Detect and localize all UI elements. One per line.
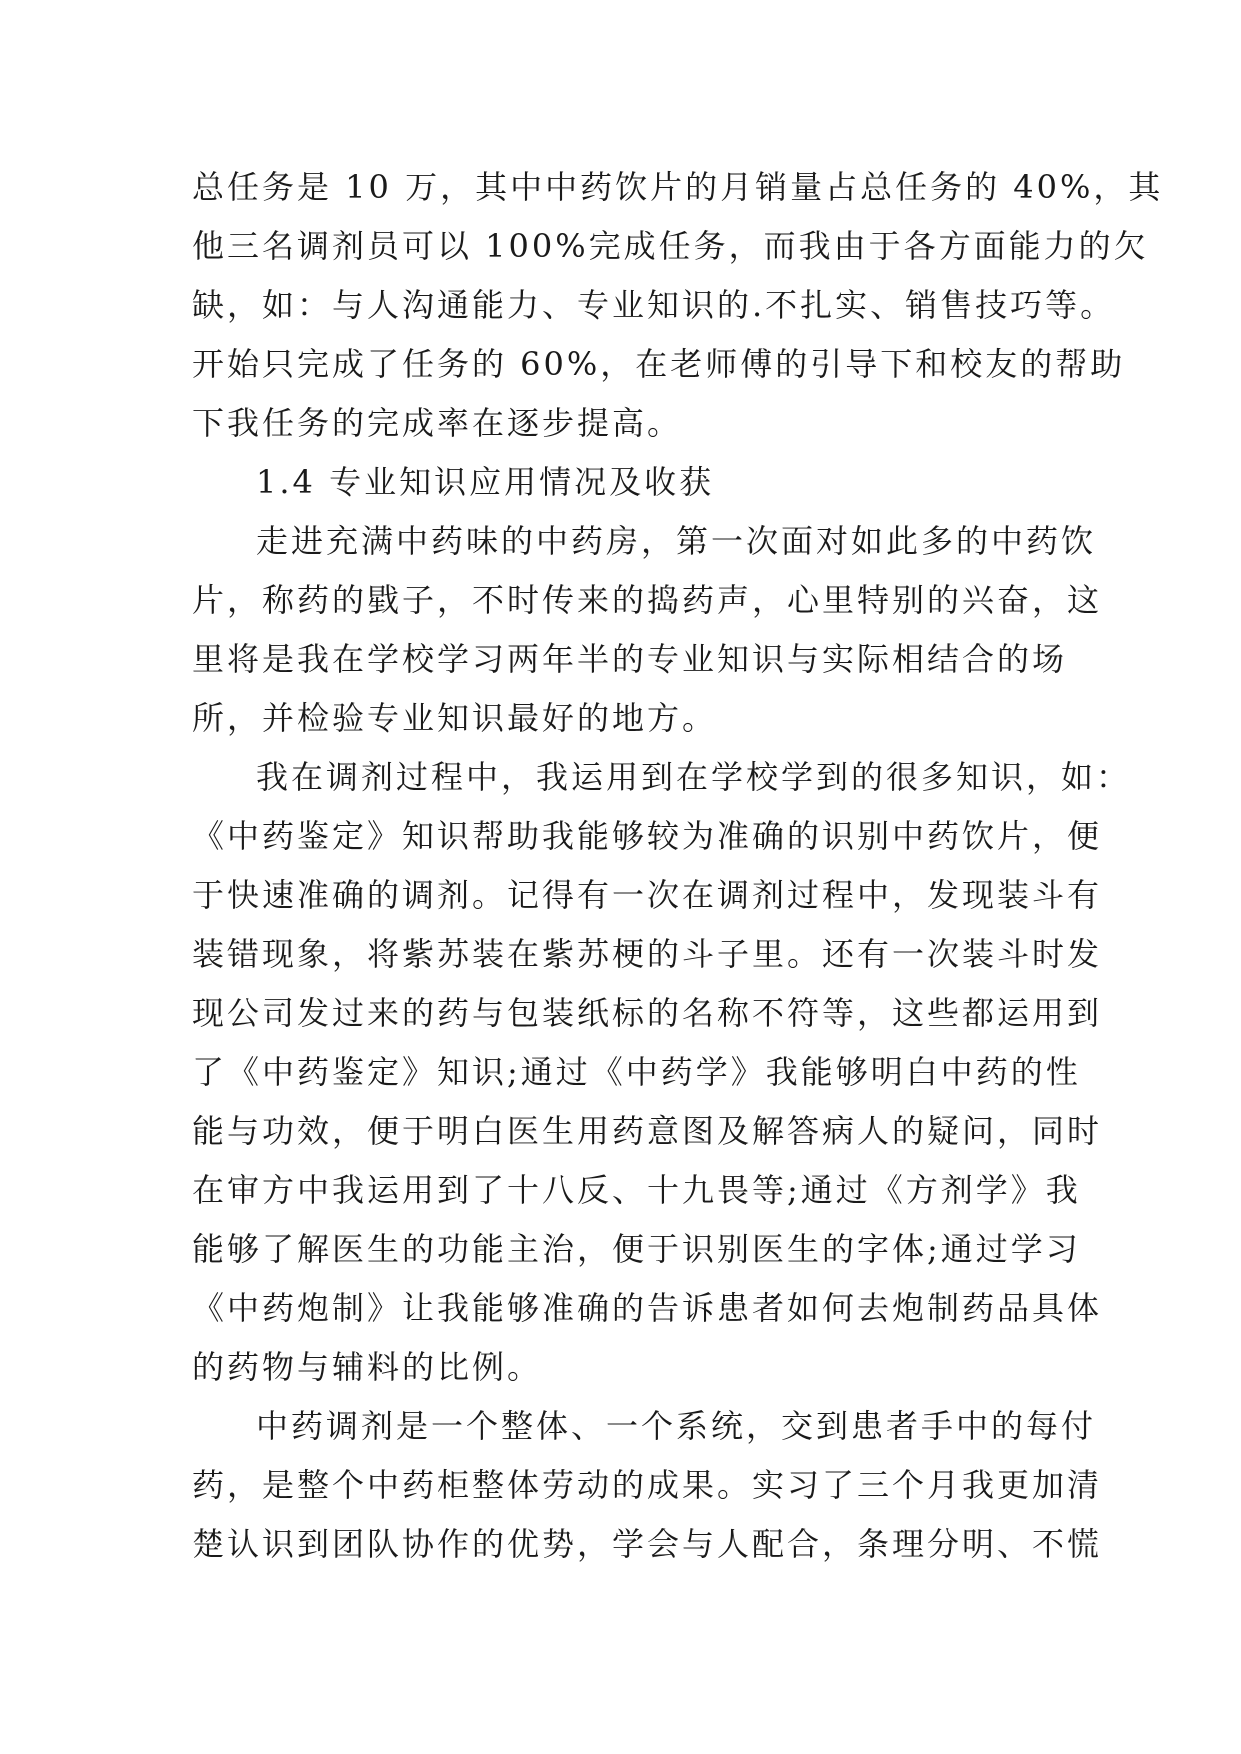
section-heading: 1.4 专业知识应用情况及收获 bbox=[256, 463, 715, 501]
paragraph-line: 我在调剂过程中，我运用到在学校学到的很多知识，如： bbox=[256, 758, 1132, 796]
paragraph-line: 装错现象，将紫苏装在紫苏梗的斗子里。还有一次装斗时发 bbox=[192, 935, 1103, 973]
paragraph-line: 里将是我在学校学习两年半的专业知识与实际相结合的场 bbox=[192, 640, 1068, 678]
paragraph-line: 《中药鉴定》知识帮助我能够较为准确的识别中药饮片，便 bbox=[192, 817, 1103, 855]
paragraph-line: 现公司发过来的药与包装纸标的名称不符等，这些都运用到 bbox=[192, 994, 1103, 1032]
paragraph-line: 片，称药的戥子，不时传来的捣药声，心里特别的兴奋，这 bbox=[192, 581, 1103, 619]
paragraph-line: 下我任务的完成率在逐步提高。 bbox=[192, 404, 683, 442]
paragraph-line: 开始只完成了任务的 60%，在老师傅的引导下和校友的帮助 bbox=[192, 345, 1126, 383]
paragraph-line: 走进充满中药味的中药房，第一次面对如此多的中药饮 bbox=[256, 522, 1097, 560]
paragraph-line: 楚认识到团队协作的优势，学会与人配合，条理分明、不慌 bbox=[192, 1525, 1103, 1563]
paragraph-line: 能与功效，便于明白医生用药意图及解答病人的疑问，同时 bbox=[192, 1112, 1103, 1150]
paragraph-line: 了《中药鉴定》知识;通过《中药学》我能够明白中药的性 bbox=[192, 1053, 1081, 1091]
document-page bbox=[192, 158, 1164, 1574]
paragraph-line: 缺，如：与人沟通能力、专业知识的.不扎实、销售技巧等。 bbox=[192, 286, 1116, 324]
paragraph-line: 中药调剂是一个整体、一个系统，交到患者手中的每付 bbox=[256, 1407, 1097, 1445]
paragraph-line: 他三名调剂员可以 100%完成任务，而我由于各方面能力的欠 bbox=[192, 227, 1149, 265]
paragraph-line: 于快速准确的调剂。记得有一次在调剂过程中，发现装斗有 bbox=[192, 876, 1103, 914]
paragraph-line: 药，是整个中药柜整体劳动的成果。实习了三个月我更加清 bbox=[192, 1466, 1103, 1504]
paragraph-line: 在审方中我运用到了十八反、十九畏等;通过《方剂学》我 bbox=[192, 1171, 1081, 1209]
paragraph-line: 总任务是 10 万，其中中药饮片的月销量占总任务的 40%，其 bbox=[192, 168, 1164, 206]
paragraph-line: 所，并检验专业知识最好的地方。 bbox=[192, 699, 718, 737]
paragraph-line: 《中药炮制》让我能够准确的告诉患者如何去炮制药品具体 bbox=[192, 1289, 1103, 1327]
paragraph-line: 能够了解医生的功能主治，便于识别医生的字体;通过学习 bbox=[192, 1230, 1081, 1268]
paragraph-line: 的药物与辅料的比例。 bbox=[192, 1348, 543, 1386]
